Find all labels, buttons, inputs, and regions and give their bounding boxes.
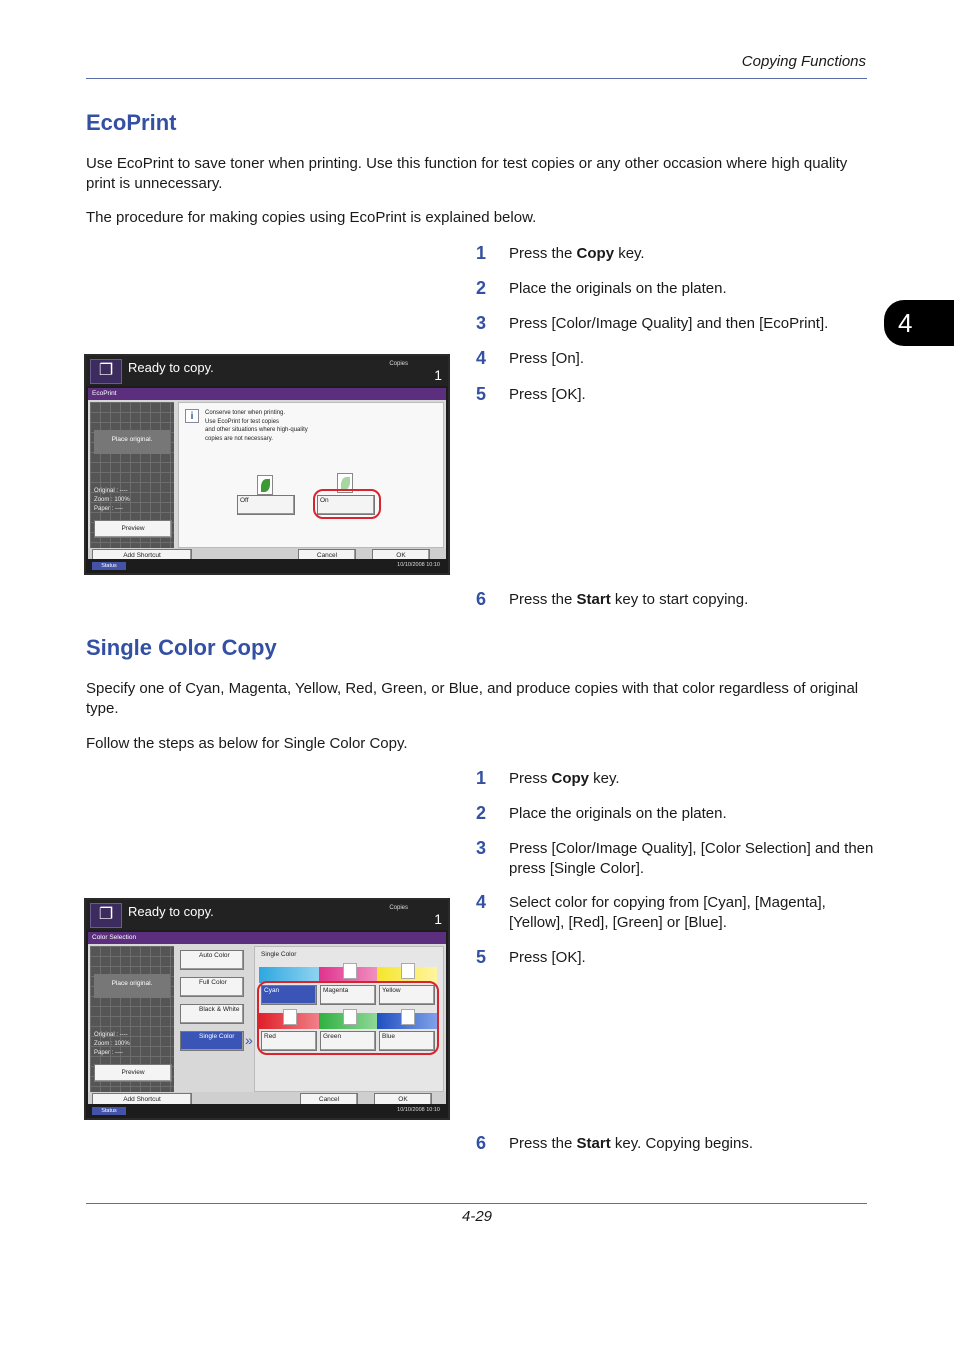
blue-button[interactable]: Blue — [379, 1031, 435, 1051]
status-button[interactable]: Status — [92, 562, 126, 570]
step-text-part: Place the originals on the platen. — [509, 805, 727, 822]
datetime: 10/10/2008 10:10 — [397, 1107, 440, 1113]
copies-label: Copies — [389, 905, 408, 911]
cancel-button[interactable]: Cancel — [298, 549, 356, 562]
ready-message: Ready to copy. — [128, 360, 214, 375]
step-key-name: Start — [576, 591, 611, 608]
step-text-part: Press the — [509, 1135, 577, 1152]
add-shortcut-button[interactable]: Add Shortcut — [92, 1093, 192, 1106]
ecoprint-heading: EcoPrint — [86, 110, 177, 135]
ecoprint-message: Conserve toner when printing. Use EcoPrint for test copies and other situations where high-quality copies are not necessary. — [205, 410, 308, 442]
step-6 — [476, 1134, 876, 1154]
step-5 — [476, 948, 876, 968]
info-zoom: Zoom : 100% — [94, 1041, 130, 1047]
info-original: Original : ---- — [94, 1032, 128, 1038]
info-original: Original : ---- — [94, 488, 128, 494]
status-button[interactable]: Status — [92, 1107, 126, 1115]
ok-button[interactable]: OK — [374, 1093, 432, 1106]
step-2 — [476, 279, 876, 299]
step-text — [509, 839, 876, 879]
datetime: 10/10/2008 10:10 — [397, 562, 440, 568]
step-text — [509, 590, 748, 610]
magenta-toner-icon — [343, 963, 357, 979]
step-text-part: Press [OK]. — [509, 386, 586, 403]
step-number: 4 — [476, 892, 487, 912]
step-text — [509, 769, 620, 789]
step-text — [509, 279, 727, 299]
copy-icon: ❐ — [90, 359, 122, 384]
single-color-intro: Specify one of Cyan, Magenta, Yellow, Red, Green, or Blue, and produce copies with that color regardless of original type. — [86, 680, 859, 717]
footer-rule — [86, 1203, 867, 1204]
step-text — [509, 804, 727, 824]
step-number: 3 — [476, 838, 487, 858]
step-text-part: Press the — [509, 245, 577, 262]
single-color-label: Single Color — [261, 951, 297, 958]
single-color-heading: Single Color Copy — [86, 635, 277, 660]
preview-area — [90, 946, 174, 1092]
step-text — [509, 385, 586, 405]
ready-message: Ready to copy. — [128, 904, 214, 919]
step-text-part: Select color for copying from [Cyan], [Magenta], [Yellow], [Red], [Green] or [Blue]. — [509, 894, 826, 931]
step-text — [509, 948, 586, 968]
step-text-part: Place the originals on the platen. — [509, 280, 727, 297]
leaf-icon — [257, 475, 273, 495]
info-paper: Paper : ---- — [94, 1050, 124, 1056]
info-icon: i — [185, 409, 199, 423]
step-text-part: Press [On]. — [509, 350, 585, 367]
off-button[interactable]: Off — [237, 495, 295, 515]
step-number: 4 — [476, 348, 487, 368]
step-number: 6 — [476, 589, 487, 609]
step-number: 1 — [476, 243, 487, 263]
auto-color-button[interactable]: Auto Color — [180, 950, 244, 970]
step-3 — [476, 839, 876, 879]
step-number: 5 — [476, 947, 487, 967]
place-original-message: Place original. — [94, 974, 170, 998]
magenta-button[interactable]: Magenta — [320, 985, 376, 1005]
step-4 — [476, 349, 876, 369]
step-text — [509, 1134, 753, 1154]
highlight-ring — [257, 981, 439, 1055]
highlight-ring — [313, 489, 381, 519]
yellow-button[interactable]: Yellow — [379, 985, 435, 1005]
step-3 — [476, 314, 876, 334]
full-color-button[interactable]: Full Color — [180, 977, 244, 997]
copy-icon: ❐ — [90, 903, 122, 928]
ecoprint-intro: Use EcoPrint to save toner when printing. Use this function for test copies or any other occasion where high quality print is unnecessary. — [86, 155, 848, 192]
cyan-button[interactable]: Cyan — [261, 985, 317, 1005]
step-text — [509, 244, 645, 264]
step-5 — [476, 385, 876, 405]
step-text — [509, 349, 584, 369]
ecoprint-settings-area — [178, 402, 444, 548]
step-2 — [476, 804, 876, 824]
on-button[interactable]: On — [317, 495, 375, 515]
preview-area — [90, 402, 174, 548]
step-key-name: Start — [576, 1135, 611, 1152]
info-zoom: Zoom : 100% — [94, 497, 130, 503]
step-number: 2 — [476, 803, 487, 823]
step-text-part: Press [OK]. — [509, 949, 586, 966]
ok-button[interactable]: OK — [372, 549, 430, 562]
step-text — [509, 314, 828, 334]
step-text-part: key. — [589, 770, 620, 787]
yellow-toner-icon — [401, 963, 415, 979]
step-text — [509, 893, 876, 933]
copies-count: 1 — [434, 367, 442, 383]
chevron-right-icon: » — [245, 1032, 253, 1048]
step-6 — [476, 590, 876, 610]
step-text-part: Press [Color/Image Quality] and then [EcoPrint]. — [509, 315, 829, 332]
place-original-message: Place original. — [94, 430, 170, 454]
step-number: 3 — [476, 313, 487, 333]
step-text-part: key. — [614, 245, 645, 262]
step-1 — [476, 244, 876, 264]
screen-title: Color Selection — [88, 932, 446, 944]
step-4 — [476, 893, 876, 933]
single-color-options — [254, 946, 444, 1092]
single-color-panel-screenshot — [84, 898, 450, 1120]
copies-label: Copies — [389, 361, 408, 367]
red-button[interactable]: Red — [261, 1031, 317, 1051]
step-text-part: Press — [509, 770, 552, 787]
step-text-part: Press the — [509, 591, 577, 608]
step-1 — [476, 769, 876, 789]
step-number: 6 — [476, 1133, 487, 1153]
black-white-button[interactable]: Black & White — [180, 1004, 244, 1024]
step-text-part: key to start copying. — [610, 591, 749, 608]
add-shortcut-button[interactable]: Add Shortcut — [92, 549, 192, 562]
step-number: 1 — [476, 768, 487, 788]
page-number: 4-29 — [462, 1208, 493, 1225]
running-header: Copying Functions — [741, 53, 866, 70]
preview-button[interactable]: Preview — [94, 520, 172, 538]
single-color-procedure: Follow the steps as below for Single Color Copy. — [86, 735, 408, 752]
step-key-name: Copy — [576, 245, 615, 262]
step-number: 2 — [476, 278, 487, 298]
green-button[interactable]: Green — [320, 1031, 376, 1051]
cancel-button[interactable]: Cancel — [300, 1093, 358, 1106]
preview-button[interactable]: Preview — [94, 1064, 172, 1082]
single-color-button[interactable]: Single Color — [180, 1031, 244, 1051]
chapter-tab: 4 — [884, 300, 954, 346]
ecoprint-panel-screenshot — [84, 354, 450, 575]
header-rule — [86, 78, 867, 79]
step-key-name: Copy — [551, 770, 590, 787]
screen-title: EcoPrint — [88, 388, 446, 400]
step-text-part: key. Copying begins. — [610, 1135, 754, 1152]
ecoprint-procedure: The procedure for making copies using EcoPrint is explained below. — [86, 209, 537, 226]
info-paper: Paper : ---- — [94, 506, 124, 512]
step-number: 5 — [476, 384, 487, 404]
step-text-part: Press [Color/Image Quality], [Color Selection] and then press [Single Color]. — [509, 840, 874, 877]
copies-count: 1 — [434, 911, 442, 927]
